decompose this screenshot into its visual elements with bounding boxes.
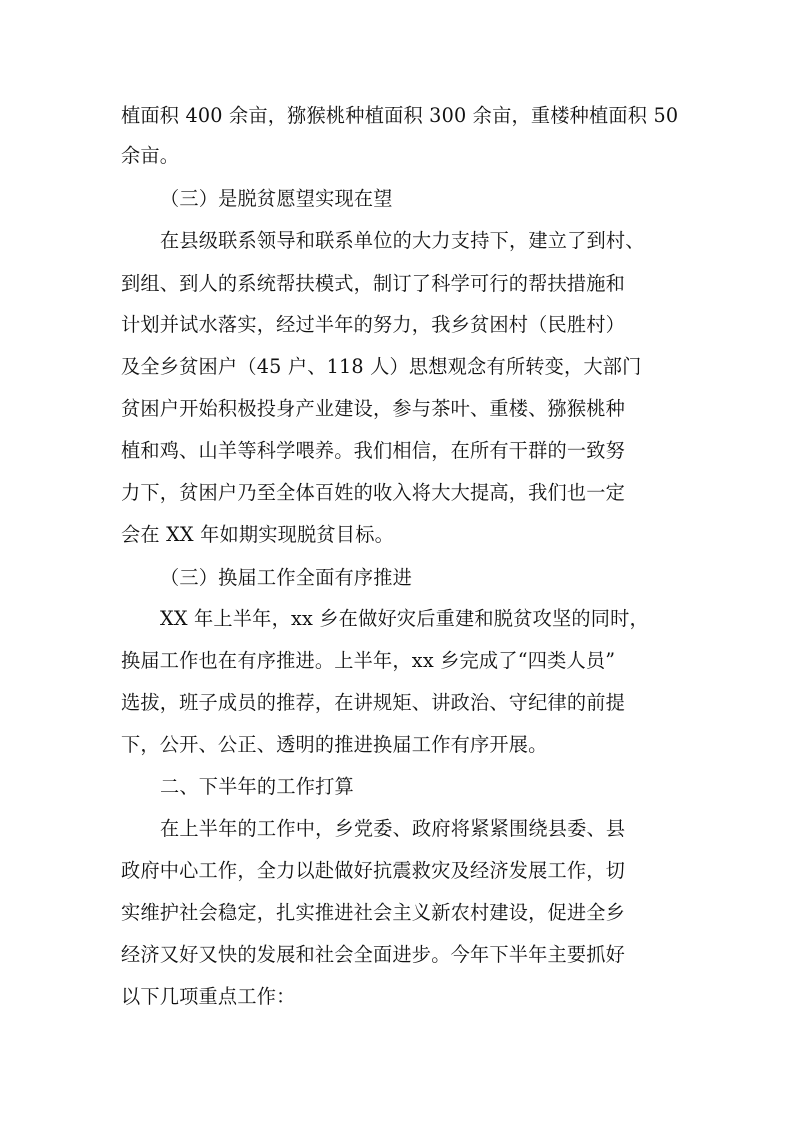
paragraph-line: 到组、到人的系统帮扶模式，制订了科学可行的帮扶措施和 xyxy=(121,272,626,295)
paragraph-line: 下，公开、公正、透明的推进换届工作有序开展。 xyxy=(121,733,548,756)
paragraph-line: 在县级联系领导和联系单位的大力支持下，建立了到村、 xyxy=(160,229,645,252)
paragraph-line: XX 年上半年，xx 乡在做好灾后重建和脱贫攻坚的同时， xyxy=(160,607,649,630)
section-heading: （三）换届工作全面有序推进 xyxy=(160,566,413,589)
paragraph-line: 换届工作也在有序推进。上半年，xx 乡完成了“四类人员” xyxy=(121,649,616,672)
section-heading: 二、下半年的工作打算 xyxy=(160,775,354,798)
paragraph-line: 植和鸡、山羊等科学喂养。我们相信，在所有干群的一致努 xyxy=(121,439,626,462)
paragraph-line: 及全乡贫困户（45 户、118 人）思想观念有所转变，大部门 xyxy=(121,355,642,378)
paragraph-line: 计划并试水落实，经过半年的努力，我乡贫困村（民胜村） xyxy=(121,313,626,336)
paragraph-line: 余亩。 xyxy=(121,144,180,167)
paragraph-line: 经济又好又快的发展和社会全面进步。今年下半年主要抓好 xyxy=(121,943,626,966)
paragraph-line: 力下，贫困户乃至全体百姓的收入将大大提高，我们也一定 xyxy=(121,481,626,504)
paragraph-line: 植面积 400 余亩，猕猴桃种植面积 300 余亩，重楼种植面积 50 xyxy=(121,104,679,127)
paragraph-line: 实维护社会稳定，扎实推进社会主义新农村建设，促进全乡 xyxy=(121,901,626,924)
paragraph-line: 贫困户开始积极投身产业建设，参与茶叶、重楼、猕猴桃种 xyxy=(121,397,626,420)
paragraph-line: 选拔，班子成员的推荐，在讲规矩、讲政治、守纪律的前提 xyxy=(121,691,626,714)
paragraph-line: 以下几项重点工作： xyxy=(121,985,296,1008)
section-heading: （三）是脱贫愿望实现在望 xyxy=(160,187,393,210)
paragraph-line: 政府中心工作，全力以赴做好抗震救灾及经济发展工作，切 xyxy=(121,859,626,882)
paragraph-line: 在上半年的工作中，乡党委、政府将紧紧围绕县委、县 xyxy=(160,817,626,840)
paragraph-line: 会在 XX 年如期实现脱贫目标。 xyxy=(121,523,394,546)
